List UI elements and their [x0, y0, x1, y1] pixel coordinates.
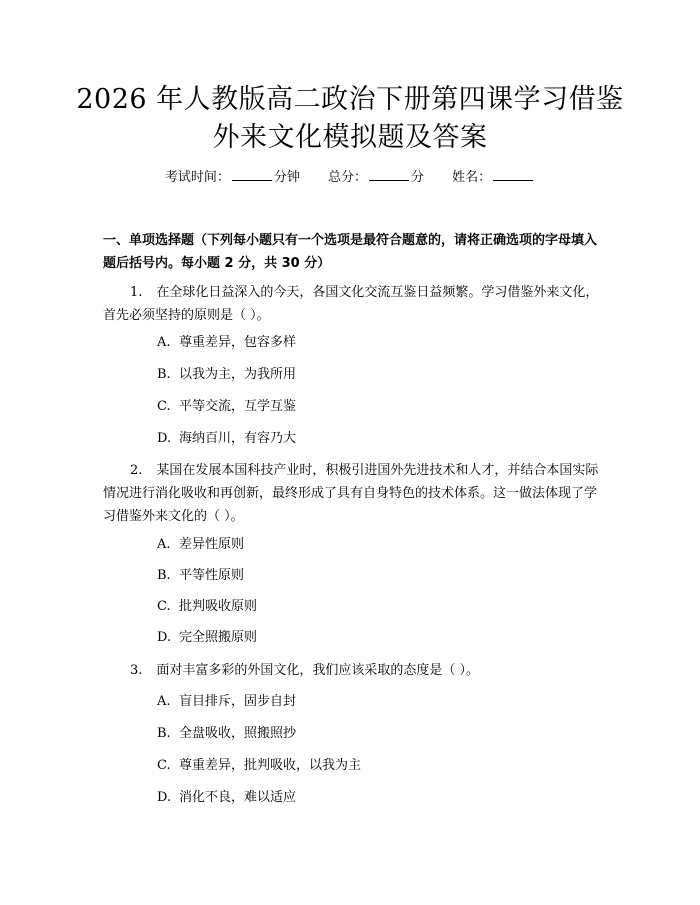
option-text: 海纳百川，有容乃大	[179, 431, 297, 446]
option-letter: D.	[157, 431, 172, 446]
option-letter: B.	[157, 367, 171, 382]
option-letter: B.	[157, 726, 171, 741]
exam-info-bar	[0, 168, 700, 188]
total-score-unit: 分	[411, 170, 425, 185]
document-title-line-2: 外来文化模拟题及答案	[212, 122, 488, 153]
question-1-option-d	[157, 429, 296, 449]
question-2-option-c	[157, 597, 257, 617]
option-text: 尊重差异，批判吸收，以我为主	[179, 758, 362, 773]
option-text: 尊重差异，包容多样	[179, 335, 297, 350]
question-number: 1.	[130, 285, 143, 300]
question-1-option-c	[157, 397, 296, 417]
option-letter: C.	[157, 758, 171, 773]
exam-time-field	[165, 170, 304, 185]
option-text: 盲目排斥，固步自封	[179, 694, 297, 709]
question-3-option-d	[157, 788, 296, 808]
option-letter: A.	[157, 335, 171, 350]
option-text: 完全照搬原则	[179, 630, 258, 645]
question-number: 2.	[130, 463, 143, 478]
question-2-option-a	[157, 535, 244, 555]
option-letter: A.	[157, 694, 171, 709]
option-letter: C.	[157, 599, 171, 614]
option-text: 以我为主，为我所用	[179, 367, 297, 382]
question-number: 3.	[130, 663, 143, 678]
question-1-option-b	[157, 365, 296, 385]
name-blank	[493, 168, 533, 181]
question-2	[103, 459, 603, 528]
option-letter: B.	[157, 568, 171, 583]
option-text: 差异性原则	[179, 537, 245, 552]
option-letter: D.	[157, 790, 172, 805]
option-letter: D.	[157, 630, 172, 645]
exam-time-label: 考试时间：	[164, 170, 230, 185]
question-3	[103, 659, 603, 682]
document-title-line-1: 2026 年人教版高二政治下册第四课学习借鉴	[76, 84, 624, 115]
name-field	[452, 170, 535, 185]
option-text: 全盘吸收，照搬照抄	[179, 726, 297, 741]
question-1	[103, 281, 603, 327]
total-score-field	[328, 170, 428, 185]
question-text: 面对丰富多彩的外国文化，我们应该采取的态度是（ ）。	[156, 663, 480, 678]
section-heading-single-choice: 一、单项选择题（下列每小题只有一个选项是最符合题意的，请将正确选项的字母填入题后括号内。每小题 2 分，共 30 分）	[103, 233, 598, 271]
option-text: 平等交流，互学互鉴	[179, 399, 297, 414]
option-text: 平等性原则	[179, 568, 245, 583]
question-1-option-a	[157, 333, 296, 353]
question-2-option-b	[157, 566, 244, 586]
exam-time-blank	[232, 168, 272, 181]
question-text: 在全球化日益深入的今天，各国文化交流互鉴日益频繁。学习借鉴外来文化，首先必须坚持的原则是（ ）。	[103, 285, 599, 323]
total-score-blank	[369, 168, 409, 181]
question-text: 某国在发展本国科技产业时，积极引进国外先进技术和人才，并结合本国实际情况进行消化吸收和再创新，最终形成了具有自身特色的技术体系。这一做法体现了学习借鉴外来文化的（ ）。	[103, 463, 599, 524]
option-text: 批判吸收原则	[179, 599, 258, 614]
option-letter: C.	[157, 399, 171, 414]
question-3-option-a	[157, 692, 296, 712]
question-3-option-c	[157, 756, 361, 776]
option-text: 消化不良，难以适应	[179, 790, 297, 805]
total-score-label: 总分：	[327, 170, 367, 185]
option-letter: A.	[157, 537, 171, 552]
exam-time-unit: 分钟	[273, 170, 300, 185]
name-label: 姓名：	[452, 170, 492, 185]
question-2-option-d	[157, 628, 257, 648]
question-3-option-b	[157, 724, 296, 744]
